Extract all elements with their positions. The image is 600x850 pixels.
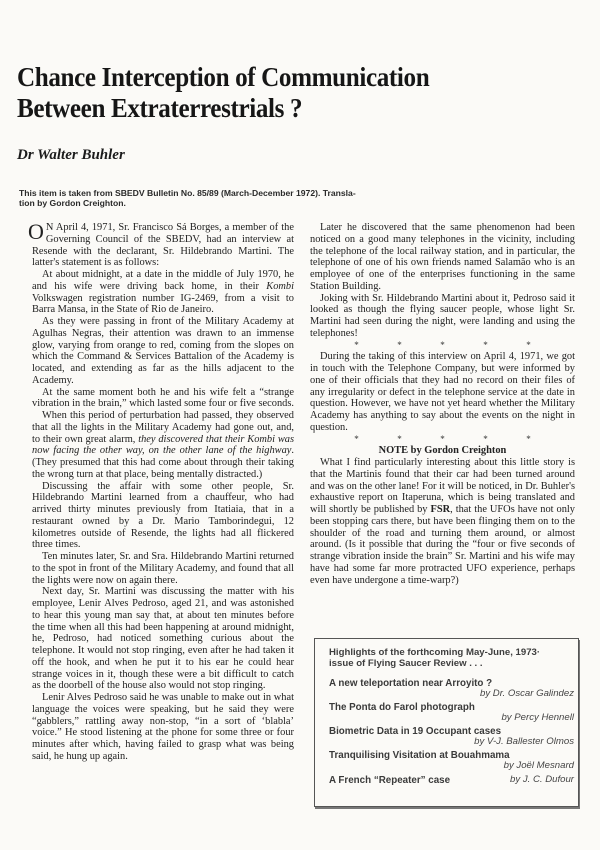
highlight-author: by Percy Hennell: [501, 712, 574, 723]
intro-line-2: tion by Gordon Creighton.: [19, 198, 126, 208]
heading-line: issue of Flying Saucer Review . . .: [329, 658, 483, 669]
paragraph: At the same moment both he and his wife felt a “strange vibration in the brain,” which lasted some four or five seconds.: [32, 386, 295, 410]
intro-note: [19, 188, 539, 208]
bold-text: FSR: [430, 504, 451, 515]
highlight-title: Tranquilising Visitation at Bouahmama: [329, 750, 510, 761]
separator-star: *: [397, 339, 402, 350]
author-byline: Dr Walter Buhler: [17, 147, 125, 163]
paragraph-text: At about midnight, at a date in the middle of July 1970, he and his wife were driving back home, in their: [32, 269, 294, 292]
section-separator: [310, 340, 575, 352]
paragraph-text: What I find particularly interesting about this little story is that the Martinis found that their car had been turned around and was on the other lane! For it will be noticed, in Dr. Buhler's exhaustive report on Itaperuna, which is being translated and will shortly be published by: [310, 457, 575, 515]
heading-line: Highlights of the forthcoming May-June, 1973·: [329, 647, 541, 658]
highlights-heading: [329, 647, 574, 669]
paragraph: [32, 410, 294, 481]
highlight-item: [329, 726, 574, 747]
paragraph: As they were passing in front of the Military Academy at Agulhas Negras, their attention was drawn to an immense glow, varying from orange to red, coming from the slopes on which the Command & Services Battalion of the Academy is located, and extending as far as the hills adjacent to the Academy.: [32, 316, 294, 386]
highlight-author: by Dr. Oscar Galindez: [479, 688, 574, 699]
left-column: [28, 219, 295, 763]
separator-star: *: [354, 339, 359, 350]
italic-text: Kombi: [266, 280, 294, 292]
highlight-item: [329, 750, 574, 771]
highlights-box: [314, 638, 579, 807]
paragraph: Ten minutes later, Sr. and Sra. Hildebrando Martini returned to the spot in front of the Military Academy, and found that all the lights were now on again there.: [32, 551, 294, 586]
highlight-author: by J. C. Dufour: [510, 774, 574, 785]
separator-star: *: [397, 433, 402, 444]
intro-line-1: This item is taken from SBEDV Bulletin No. 85/89 (March-December 1972). Transla-: [19, 188, 356, 198]
paragraph: Joking with Sr. Hildebrando Martini about it, Pedroso said it looked as though the flying saucer people, whose light Sr. Martini had seen during the night, were landing and using the telephones!: [310, 292, 575, 339]
paragraph: Later he discovered that the same phenomenon had been noticed on a good many telephones in the vicinity, including the telephone of the local railway station, and in particular, the telephone of one of his own friends named Salamão who is an employee of one of the enterprises functioning in the same Station Building.: [310, 222, 575, 292]
highlight-title: The Ponta do Farol photograph: [329, 702, 475, 713]
paragraph-text: N April 4, 1971, Sr. Francisco Sá Borges, a member of the Governing Council of the SBEDV, had an interview at Resende with the declarant, Sr. Hildebrando Martini. The latter's statement is as follows:: [32, 222, 294, 269]
paragraph: Lenir Alves Pedroso said he was unable to make out in what language the voices were speaking, but he said they were “gabblers,” rattling away non-stop, “in a sort of ‘blabla’ voice.” He stood listening at the phone for some three or four minutes after which, having failed to grasp what was being said, he hung up again.: [32, 692, 294, 762]
highlight-item: [329, 678, 574, 699]
paragraph: Discussing the affair with some other people, Sr. Hildebrando Martini learned from a chauffeur, who had arrived thirty minutes previously from Itatiaia, that in a restaurant owned by a Dr. Mario Tamborindegui, 12 kilometres outside of Resende, the lights had all flickered three times.: [32, 480, 294, 551]
highlight-item: [329, 775, 574, 786]
title-line-2: Between Extraterrestrials ?: [17, 93, 303, 123]
paragraph: Next day, Sr. Martini was discussing the matter with his employee, Lenir Alves Pedroso, aged 21, and was astonished to hear this young man say that, at about ten minutes before the time when all this had been happening at around midnight, he, Pedroso, had noticed something curious about the telephone. It would not stop ringing, even after he had taken it off the hook, and when he put it to his ear he could hear strange voices in it, though these were a bit difficult to catch as the doorbell of the house also would not stop ringing.: [32, 586, 294, 692]
paragraph-text: . (They presumed that this had come about through their taking the wrong turn at that place, being mentally distracted.): [32, 445, 294, 480]
separator-star: *: [526, 339, 531, 350]
italic-text: they discovered that their Kombi was now facing the other way, on the other lane of the highway: [32, 433, 294, 457]
paragraph-text: , that the UFOs have not only been stopping cars there, but have been flinging them on to the shoulder of the road and turning them around, or almost around. (Is it possible that during the “four or five seconds of strange vibration inside the brain” Sr. Martini and his wife may have had some far more protracted UFO experience, perhaps even have undergone a time-warp?): [310, 504, 576, 586]
paragraph: During the taking of this interview on April 4, 1971, we got in touch with the Telephone Company, but were informed by one of their officials that they had no record on their files of any irregularity or defect in the telephone service at the date in question. However, we have not yet heard whether the Military Academy has anything to say about the events on the night in question.: [310, 351, 575, 433]
highlight-item: [329, 702, 574, 723]
separator-star: *: [354, 433, 359, 444]
title-line-1: Chance Interception of Communication: [17, 62, 430, 92]
paragraph-text: Volkswagen registration number IG-2469, from a visit to Barra Mansa, in the State of Rio de Janeiro.: [32, 292, 294, 316]
separator-star: *: [483, 339, 488, 350]
paragraph-text: When this period of perturbation had passed, they observed that all the lights in the Military Academy had gone out, and, to their own great alarm,: [32, 410, 294, 445]
highlight-title: A French “Repeater” case: [329, 775, 451, 786]
highlight-title: Biometric Data in 19 Occupant cases: [329, 726, 502, 737]
separator-star: *: [483, 433, 488, 444]
highlight-title: A new teleportation near Arroyito ?: [329, 678, 493, 689]
paragraph: [32, 269, 294, 316]
separator-star: *: [526, 433, 531, 444]
right-column: [310, 222, 575, 586]
separator-star: *: [440, 433, 445, 444]
article-title: [17, 62, 538, 124]
drop-cap: O: [28, 219, 44, 244]
highlight-author: by V-J. Ballester Olmos: [474, 736, 574, 747]
note-heading: NOTE by Gordon Creighton: [378, 445, 507, 457]
section-separator: [310, 434, 575, 446]
separator-star: *: [440, 339, 445, 350]
paragraph: [28, 219, 294, 269]
note-paragraph: [310, 457, 575, 586]
highlight-author: by Joël Mesnard: [503, 760, 574, 771]
